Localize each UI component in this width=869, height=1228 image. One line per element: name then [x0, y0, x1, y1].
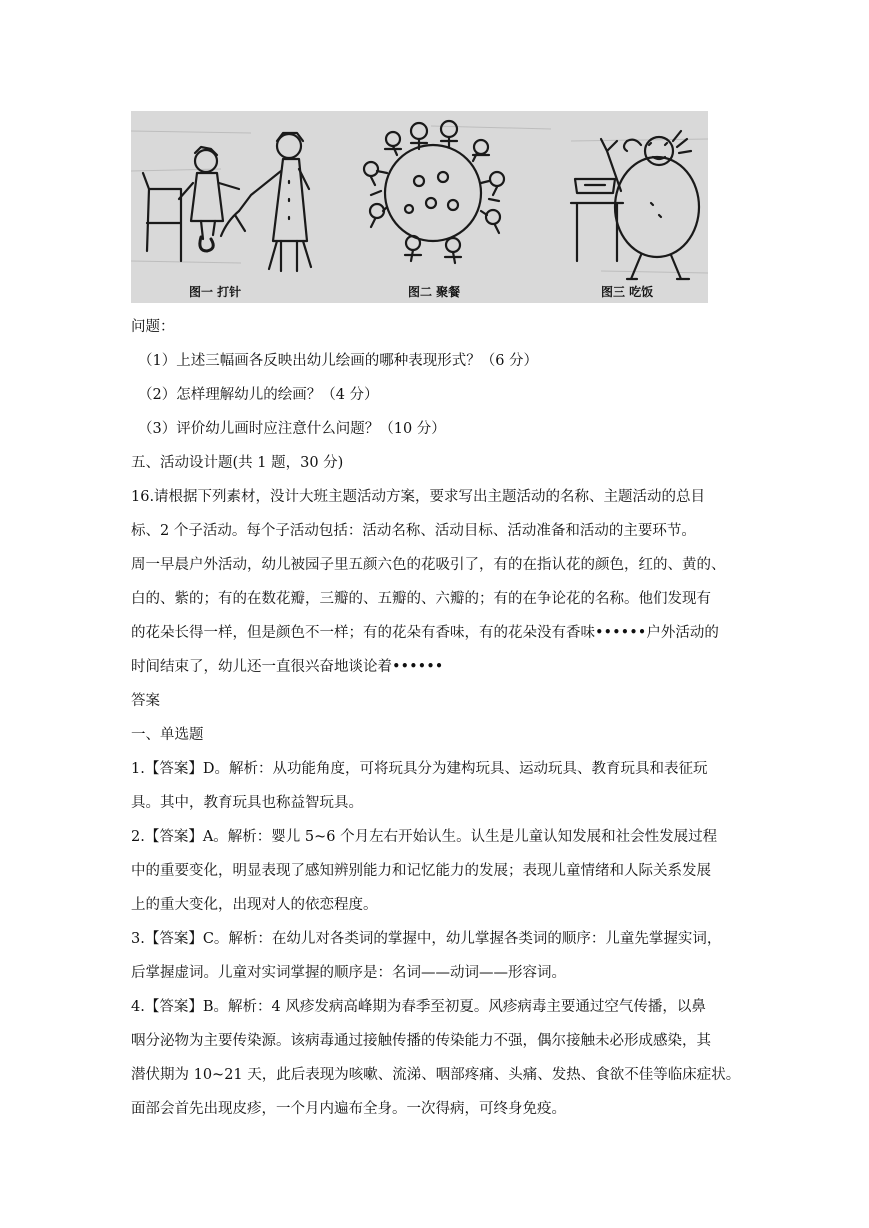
figure-caption-3: 图三 吃饭	[601, 285, 654, 299]
paragraph-line: 时间结束了，幼儿还一直很兴奋地谈论着••••••	[131, 659, 444, 675]
children-drawings-figure	[131, 111, 708, 303]
answer-line: 后掌握虚词。儿童对实词掌握的顺序是：名词——动词——形容词。	[131, 965, 566, 981]
section-heading-activity-design: 五、活动设计题(共 1 题，30 分)	[131, 455, 344, 471]
question-1: （1）上述三幅画各反映出幼儿绘画的哪种表现形式？（6 分）	[138, 353, 539, 369]
drawings-illustration	[131, 111, 708, 303]
answer-line: 面部会首先出现皮疹，一个月内遍布全身。一次得病，可终身免疫。	[131, 1101, 566, 1117]
answer-line: 3.【答案】C。解析：在幼儿对各类词的掌握中，幼儿掌握各类词的顺序：儿童先掌握实词，	[131, 931, 722, 947]
paragraph-line: 16.请根据下列素材，没计大班主题活动方案，要求写出主题活动的名称、主题活动的总目	[131, 489, 706, 505]
answers-heading: 答案	[131, 693, 160, 709]
figure-caption-1: 图一 打针	[189, 285, 242, 299]
answer-line: 1.【答案】D。解析：从功能角度，可将玩具分为建构玩具、运动玩具、教育玩具和表征玩	[131, 761, 708, 777]
answer-line: 2.【答案】A。解析：婴儿 5~6 个月左右开始认生。认生是儿童认知发展和社会性发展过程	[131, 829, 718, 845]
answer-line: 中的重要变化，明显表现了感知辨别能力和记忆能力的发展；表现儿童情绪和人际关系发展	[131, 863, 711, 879]
paragraph-line: 的花朵长得一样，但是颜色不一样；有的花朵有香味，有的花朵没有香味••••••户外活动的	[131, 625, 719, 641]
figure-caption-2: 图二 聚餐	[408, 285, 461, 299]
answer-line: 咽分泌物为主要传染源。该病毒通过接触传播的传染能力不强，偶尔接触未必形成感染，其	[131, 1033, 711, 1049]
answer-line: 上的重大变化，出现对人的依恋程度。	[131, 897, 378, 913]
paragraph-line: 周一早晨户外活动，幼儿被园子里五颜六色的花吸引了，有的在指认花的颜色，红的、黄的、	[131, 557, 726, 573]
question-3: （3）评价幼儿画时应注意什么问题？（10 分）	[138, 421, 446, 437]
answer-line: 具。其中，教育玩具也称益智玩具。	[131, 795, 363, 811]
paragraph-line: 白的、紫的；有的在数花瓣，三瓣的、五瓣的、六瓣的；有的在争论花的名称。他们发现有	[131, 591, 711, 607]
answer-line: 潜伏期为 10~21 天，此后表现为咳嗽、流涕、咽部疼痛、头痛、发热、食欲不佳等临床症状。	[131, 1067, 741, 1083]
questions-heading: 问题：	[131, 319, 175, 335]
paragraph-line: 标、2 个子活动。每个子活动包括：活动名称、活动目标、活动准备和活动的主要环节。	[131, 523, 696, 539]
answer-line: 4.【答案】B。解析：4 风疹发病高峰期为春季至初夏。风疹病毒主要通过空气传播，以鼻	[131, 999, 706, 1015]
question-2: （2）怎样理解幼儿的绘画？（4 分）	[138, 387, 379, 403]
section-heading-single-choice: 一、单选题	[131, 727, 204, 743]
